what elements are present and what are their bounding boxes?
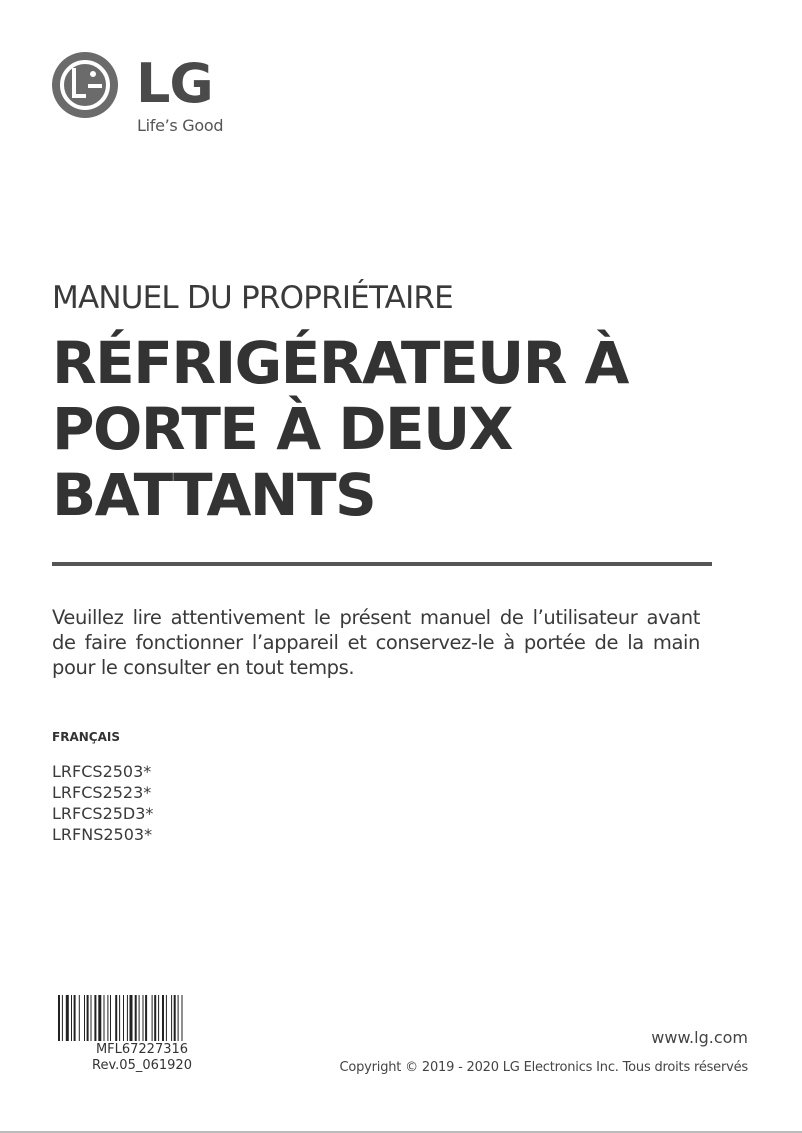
barcode-bar [130, 995, 133, 1041]
barcode-bar [135, 995, 137, 1041]
barcode-bar [127, 995, 128, 1041]
barcode-bar [84, 995, 85, 1041]
barcode-bar [182, 995, 183, 1041]
barcode-bar [79, 995, 80, 1041]
barcode-icon [58, 995, 226, 1041]
title-divider [52, 562, 712, 566]
barcode-bar [94, 995, 96, 1041]
copyright-notice: Copyright © 2019 - 2020 LG Electronics Inc. Tous droits réservés [339, 1060, 748, 1075]
barcode-bar [166, 995, 167, 1041]
barcode-bar [145, 995, 147, 1041]
barcode-bar [62, 995, 63, 1041]
model-number: LRFNS2503* [52, 825, 153, 844]
barcode-bar [171, 995, 172, 1041]
document-type: MANUEL DU PROPRIÉTAIRE [52, 280, 453, 316]
part-number: MFL67227316 [95, 1042, 189, 1057]
barcode-bar [71, 995, 72, 1041]
barcode-bar [98, 995, 101, 1041]
barcode-bar [158, 995, 159, 1041]
model-number: LRFCS2523* [52, 783, 152, 802]
barcode-bar [87, 995, 89, 1041]
model-number: LRFCS2503* [52, 762, 152, 781]
model-number: LRFCS25D3* [52, 804, 154, 823]
brand-tagline: Life’s Good [137, 116, 224, 135]
model-list [52, 761, 153, 845]
barcode-bar [152, 995, 153, 1041]
lg-logo [52, 52, 242, 142]
title-line: PORTE À DEUX [52, 395, 512, 463]
language-label: FRANÇAIS [52, 730, 120, 744]
title-line: BATTANTS [52, 461, 376, 529]
barcode-bar [162, 995, 164, 1041]
barcode-bar [104, 995, 105, 1041]
barcode-bar [154, 995, 156, 1041]
barcode-bar [74, 995, 76, 1041]
barcode-bar [91, 995, 92, 1041]
barcode-bar [107, 995, 108, 1041]
barcode-bar [58, 995, 60, 1041]
barcode-bar [139, 995, 140, 1041]
barcode-bar [119, 995, 120, 1041]
barcode-bar [123, 995, 124, 1041]
website-link[interactable]: www.lg.com [651, 1028, 748, 1047]
lg-face-logo-icon [52, 52, 118, 118]
revision-code: Rev.05_061920 [92, 1058, 192, 1073]
barcode-bar [143, 995, 144, 1041]
barcode-bar [178, 995, 179, 1041]
barcode-bar [115, 995, 117, 1041]
barcode-bar [174, 995, 176, 1041]
intro-paragraph: Veuillez lire attentivement le présent manuel de l’utilisateur avant de faire fonctionner l’appareil et conservez-le à portée de la main pour le consulter en tout temps. [52, 606, 700, 679]
document-title [52, 330, 752, 528]
barcode-bar [110, 995, 111, 1041]
title-line: RÉFRIGÉRATEUR À [52, 329, 628, 397]
brand-name: LG [136, 52, 213, 115]
barcode-bar [66, 995, 69, 1041]
